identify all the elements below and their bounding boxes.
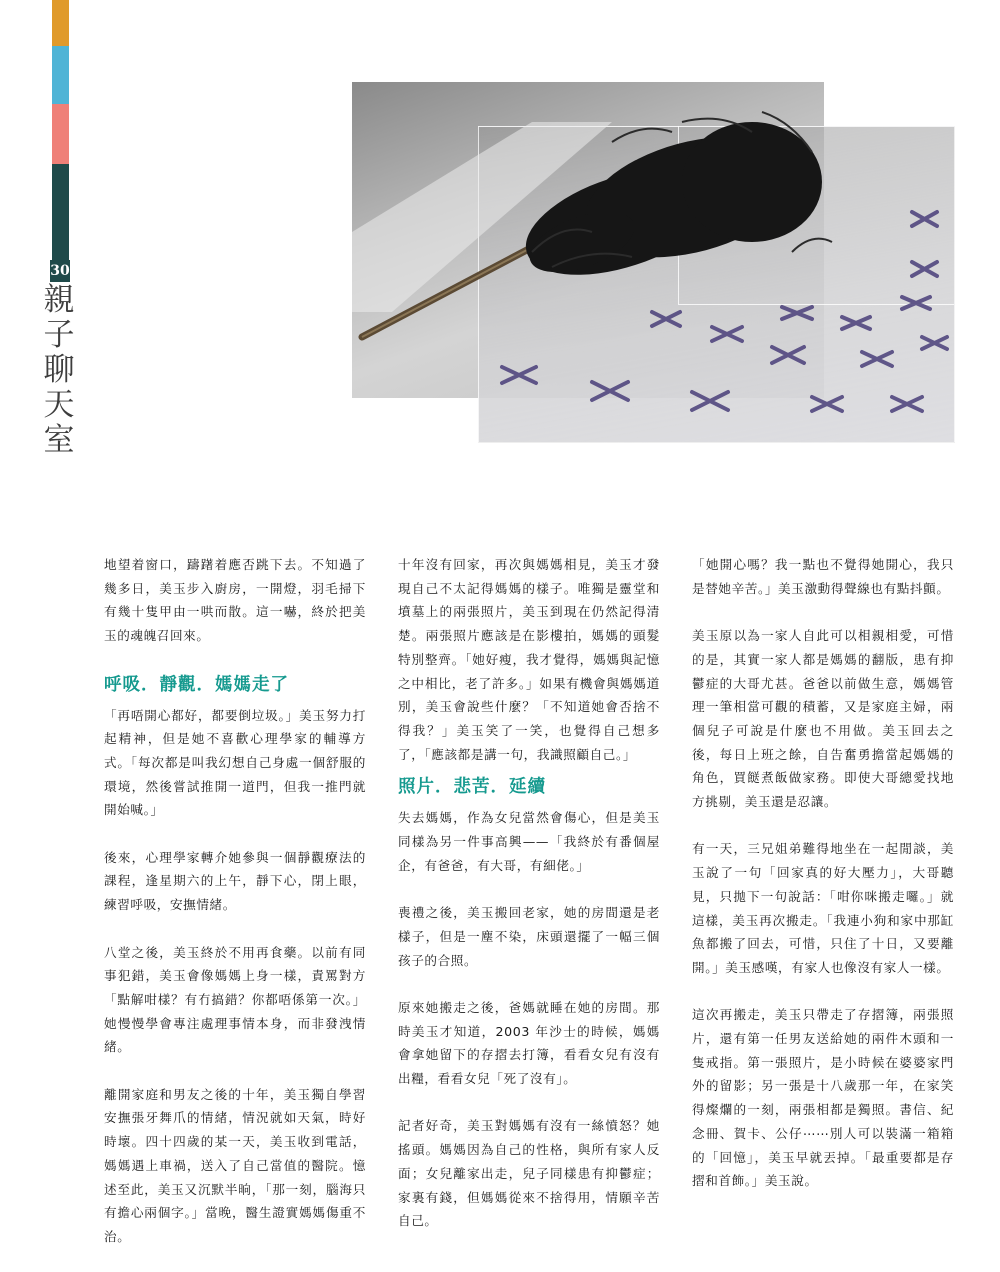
section-title-char: 聊 bbox=[43, 352, 75, 388]
paragraph: 離開家庭和男友之後的十年，美玉獨自學習安撫張牙舞爪的情緒，情況就如天氣，時好時壞。四十四歲的某一天，美玉收到電話，媽媽遇上車禍，送入了自己當值的醫院。憶述至此，美玉又沉默半晌，「那一刻，腦海只有擔心兩個字。」當晚，醫生證實媽媽傷重不治。 bbox=[104, 1086, 366, 1244]
teal-stripe bbox=[52, 164, 69, 260]
paragraph: 後來，心理學家轉介她參與一個靜觀療法的課程，逢星期六的上午，靜下心，閉上眼，練習呼吸，安撫情緒。 bbox=[104, 849, 366, 913]
paragraph: 美玉原以為一家人自此可以相親相愛，可惜的是，其實一家人都是媽媽的翻版，患有抑鬱症的大哥尤甚。爸爸以前做生意，媽媽管理一筆相當可觀的積蓄，又是家庭主婦，兩個兒子可說是什麼也不用做。美玉回去之後，每日上班之餘，自告奮勇擔當起媽媽的角色，買餸煮飯做家務。即使大哥總愛找地方挑剔，美玉還是忍讓。 bbox=[692, 628, 954, 810]
article-column-3 bbox=[692, 553, 954, 1217]
section-title-char: 室 bbox=[43, 422, 75, 458]
blue-stripe bbox=[52, 46, 69, 104]
paragraph: 這次再搬走，美玉只帶走了存摺簿，兩張照片，還有第一任男友送給她的兩件木頭和一隻戒指。第一張照片，是小時候在婆婆家門外的留影；另一張是十八歲那一年，在家笑得燦爛的一刻，兩張相都是獨照。書信、紀念冊、賀卡、公仔⋯⋯別人可以裝滿一箱箱的「回憶」，美玉早就丟掉。「最重要都是存摺和首飾。」美玉說。 bbox=[692, 1007, 954, 1189]
section-title-char: 子 bbox=[43, 317, 75, 353]
paragraph: 十年沒有回家，再次與媽媽相見，美玉才發現自己不太記得媽媽的樣子。唯獨是靈堂和墳墓上的兩張照片，美玉到現在仍然記得清楚。兩張照片應該是在影樓拍，媽媽的頭髮特別整齊。「她好瘦，我才覺得，媽媽與記憶之中相比，老了許多。」如果有機會與媽媽道別，美玉會說些什麼？「不知道她會否捨不得我？」美玉笑了一笑，也覺得自己想多了，「應該都是講一句，我識照顧自己。」 bbox=[398, 557, 660, 762]
section-title-char: 親 bbox=[43, 282, 75, 318]
orange-stripe bbox=[52, 0, 69, 46]
subheading: 呼吸．靜觀．媽媽走了 bbox=[104, 674, 289, 695]
article-column-1 bbox=[104, 553, 366, 1272]
paragraph: 「再唔開心都好，都要倒垃圾。」美玉努力打起精神，但是她不喜歡心理學家的輔導方式。「每次都是叫我幻想自己身處一個舒服的環境，然後嘗試推開一道門，但我一推門就開始喊。」 bbox=[104, 707, 366, 818]
paragraph: 原來她搬走之後，爸媽就睡在她的房間。那時美玉才知道，2003 年沙士的時候，媽媽會拿她留下的存摺去打簿，看看女兒有沒有出糧，看看女兒「死了沒有」。 bbox=[398, 999, 660, 1087]
paragraph: 「她開心嗎？我一點也不覺得她開心，我只是替她辛苦。」美玉激動得聲線也有點抖顫。 bbox=[692, 557, 954, 596]
paragraph: 失去媽媽，作為女兒當然會傷心，但是美玉同樣為另一件事高興——「我終於有番個屋企，有爸爸，有大哥，有細佬。」 bbox=[398, 810, 660, 873]
paragraph: 八堂之後，美玉終於不用再食藥。以前有同事犯錯，美玉會像媽媽上身一樣，責罵對方「點解咁樣？有冇搞錯？你都唔係第一次。」她慢慢學會專注處理事情本身，而非發洩情緒。 bbox=[104, 944, 366, 1055]
subheading: 照片．悲苦．延續 bbox=[398, 777, 546, 798]
paragraph: 有一天，三兄姐弟難得地坐在一起閒談，美玉說了一句「回家真的好大壓力」，大哥聽見，只拋下一句說話：「咁你咪搬走囉。」就這樣，美玉再次搬走。「我連小狗和家中那缸魚都搬了回去，可惜，只住了十日，又要離開。」美玉感嘆，有家人也像沒有家人一樣。 bbox=[692, 841, 954, 975]
article-column-2 bbox=[398, 553, 660, 1257]
salmon-stripe bbox=[52, 104, 69, 164]
paragraph: 喪禮之後，美玉搬回老家，她的房間還是老樣子，但是一塵不染，床頭還擺了一幅三個孩子的合照。 bbox=[398, 905, 660, 968]
page-number: 30 bbox=[50, 260, 70, 282]
collage-illustration bbox=[352, 82, 954, 442]
paragraph: 記者好奇，美玉對媽媽有沒有一絲憤怒？她搖頭。媽媽因為自己的性格，與所有家人反面；女兒離家出走，兒子同樣患有抑鬱症；家裏有錢，但媽媽從來不捨得用，情願辛苦自己。 bbox=[398, 1118, 660, 1229]
section-title bbox=[36, 283, 82, 458]
section-title-char: 天 bbox=[43, 387, 75, 423]
paragraph: 地望着窗口，躊躇着應否跳下去。不知過了幾多日，美玉步入廚房，一開燈，羽毛掃下有幾十隻甲由一哄而散。這一嚇，終於把美玉的魂魄召回來。 bbox=[104, 557, 366, 644]
